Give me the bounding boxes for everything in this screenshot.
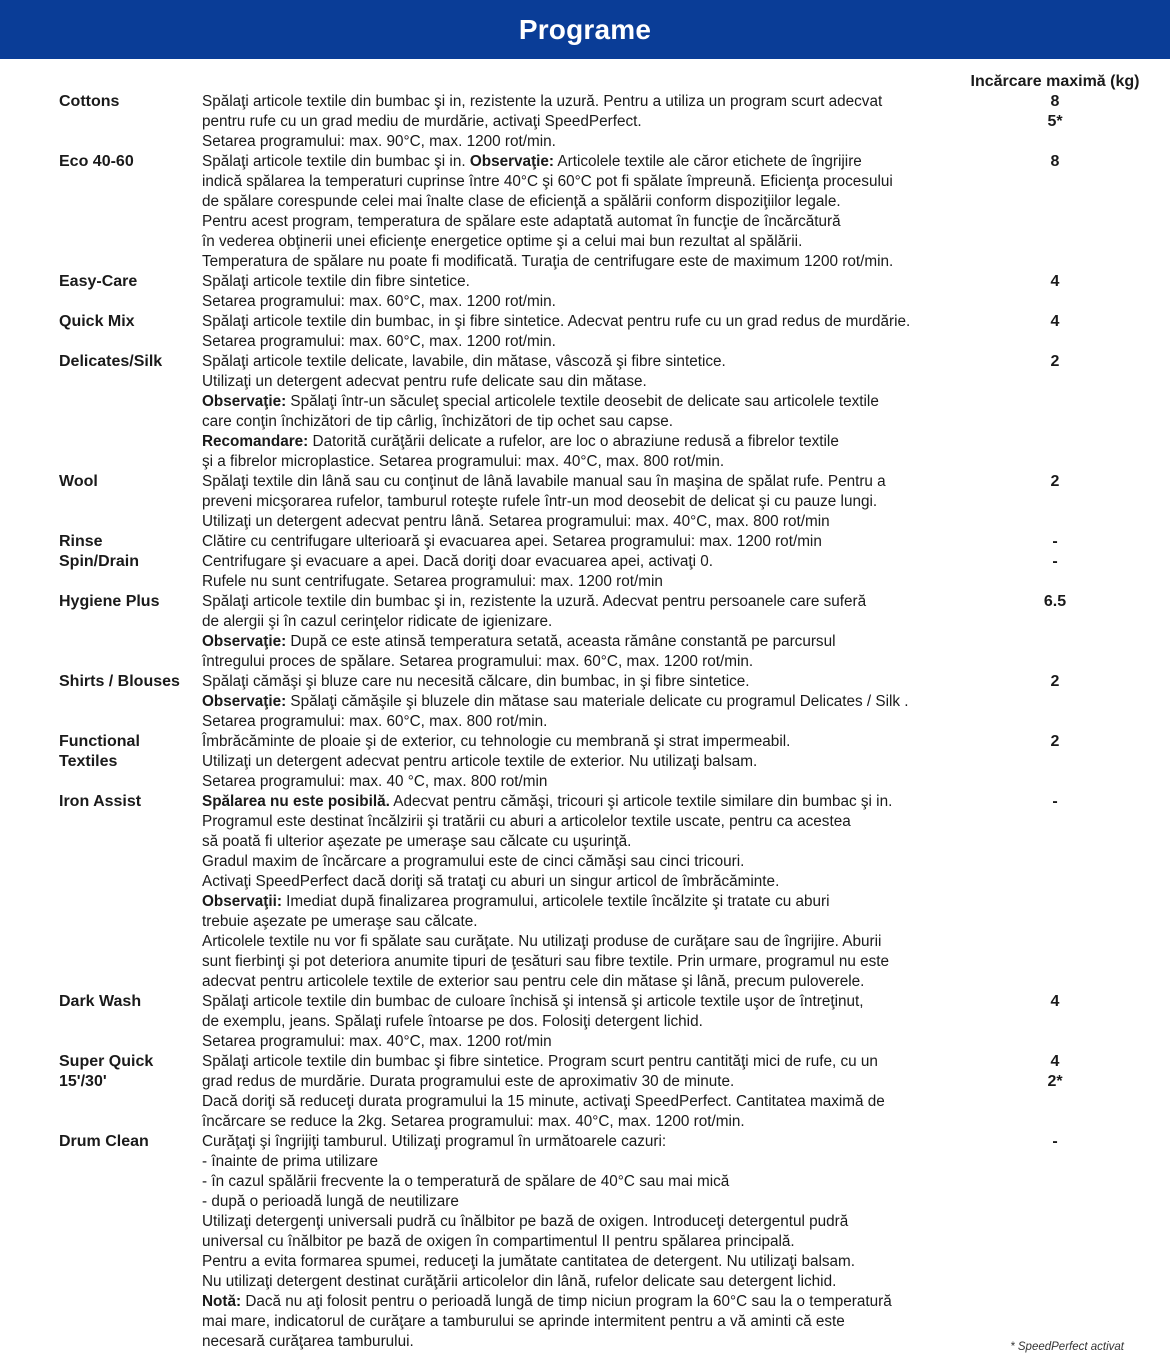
program-description (202, 1052, 977, 1132)
program-row (0, 732, 1170, 792)
load-line: 2 (1050, 473, 1060, 490)
description-line (202, 1012, 977, 1032)
program-description (202, 352, 977, 472)
program-name (59, 732, 199, 772)
text-segment: Spălaţi articole textile din bumbac şi in, rezistente la uzură. Adecvat pentru persoanele care suferă (202, 593, 867, 610)
text-segment: Setarea programului: max. 60°C, max. 1200 rot/min. (202, 333, 556, 350)
text-segment: Nu utilizaţi detergent destinat curăţării articolelor din lână, rufelor delicate sau detergent lichid. (202, 1273, 837, 1290)
max-load-value (1005, 672, 1105, 692)
program-description (202, 312, 977, 352)
program-name-line: Drum Clean (59, 1133, 149, 1150)
program-name (59, 552, 199, 572)
text-segment: şi a fibrelor microplastice. Setarea programului: max. 40°C, max. 800 rot/min. (202, 453, 725, 470)
description-line (202, 1132, 977, 1152)
program-name-line: Spin/Drain (59, 553, 140, 570)
text-segment: Spălaţi cămăşi şi bluze care nu necesită călcare, din bumbac, in şi fibre sintetice. (202, 673, 750, 690)
program-row (0, 472, 1170, 532)
program-row (0, 792, 1170, 992)
program-name (59, 532, 199, 552)
program-name (59, 792, 199, 812)
description-line (202, 352, 977, 372)
max-load-value (1005, 272, 1105, 292)
text-segment: preveni micşorarea rufelor, tamburul roteşte rufele într-un mod deosebit de delicat şi cu pauze lungi. (202, 493, 878, 510)
description-line (202, 112, 977, 132)
text-segment: care conţin închizători de tip cârlig, închizători de tip ochet sau capse. (202, 413, 674, 430)
description-line (202, 532, 977, 552)
text-segment: Spălaţi cămăşile şi bluzele din mătase sau materiale delicate cu programul Delicates / Silk . (286, 693, 909, 710)
text-segment: în vederea obţinerii unei eficienţe energetice optime şi a celui mai bun rezultat al spălării. (202, 233, 803, 250)
program-description (202, 992, 977, 1052)
description-line (202, 592, 977, 612)
max-load-value (1005, 92, 1105, 132)
text-segment: Setarea programului: max. 60°C, max. 1200 rot/min. (202, 293, 556, 310)
text-segment: - în cazul spălării frecvente la o temperatură de spălare de 40°C sau mai mică (202, 1173, 730, 1190)
program-name-line: Delicates/Silk (59, 353, 163, 370)
description-line (202, 632, 977, 652)
text-segment: Utilizaţi un detergent adecvat pentru lână. Setarea programului: max. 40°C, max. 800 rot/min (202, 513, 830, 530)
program-name-line: Quick Mix (59, 313, 135, 330)
description-line (202, 812, 977, 832)
text-segment: mai mare, indicatorul de curăţare a tamburului se aprinde intermitent pentru a vă aminti că este (202, 1313, 845, 1330)
description-line (202, 792, 977, 812)
text-segment: Activaţi SpeedPerfect dacă doriţi să trataţi cu aburi un singur articol de îmbrăcăminte. (202, 873, 780, 890)
text-segment: de exemplu, jeans. Spălaţi rufele întoarse pe dos. Folosiţi detergent lichid. (202, 1013, 703, 1030)
load-line: 2* (1047, 1073, 1063, 1090)
text-segment: întregului proces de spălare. Setarea programului: max. 60°C, max. 1200 rot/min. (202, 653, 754, 670)
description-line (202, 692, 977, 712)
load-line: 4 (1050, 273, 1060, 290)
program-row (0, 532, 1170, 552)
text-segment: de alergii şi în cazul cerinţelor ridicate de igienizare. (202, 613, 553, 630)
program-name (59, 592, 199, 612)
program-name-line: Shirts / Blouses (59, 673, 180, 690)
text-segment: Spălaţi articole textile din bumbac şi fibre sintetice. Program scurt pentru cantităţi mici de rufe, cu un (202, 1053, 878, 1070)
text-segment: Utilizaţi un detergent adecvat pentru rufe delicate sau din mătase. (202, 373, 647, 390)
description-line (202, 152, 977, 172)
text-segment: indică spălarea la temperaturi cuprinse între 40°C şi 60°C pot fi spălate împreună. Eficienţa procesului (202, 173, 893, 190)
description-line (202, 752, 977, 772)
load-line: 8 (1050, 153, 1060, 170)
max-load-value (1005, 532, 1105, 552)
program-description (202, 672, 977, 732)
bold-label: Observaţie: (202, 693, 287, 710)
program-row (0, 152, 1170, 272)
text-segment: Setarea programului: max. 90°C, max. 1200 rot/min. (202, 133, 556, 150)
description-line (202, 612, 977, 632)
description-line (202, 452, 977, 472)
description-line (202, 1172, 977, 1192)
text-segment: universal cu înălbitor pe bază de oxigen în compartimentul II pentru spălarea principală. (202, 1233, 795, 1250)
load-line: 4 (1050, 313, 1060, 330)
text-segment: - înainte de prima utilizare (202, 1153, 378, 1170)
header-banner (0, 0, 1170, 59)
text-segment: Gradul maxim de încărcare a programului este de cinci cămăşi sau cinci tricouri. (202, 853, 745, 870)
text-segment: Dacă doriţi să reduceţi durata programului la 15 minute, activaţi SpeedPerfect. Cantitatea maximă de (202, 1093, 885, 1110)
text-segment: adecvat pentru articolele textile de exterior sau pentru cele din mătase şi lână, precum puloverele. (202, 973, 865, 990)
max-load-column-header: Incărcare maximă (kg) (970, 73, 1140, 90)
max-load-value (1005, 152, 1105, 172)
bold-label: Observaţie: (202, 633, 287, 650)
text-segment: După ce este atinsă temperatura setată, aceasta rămâne constantă pe parcursul (286, 633, 836, 650)
program-name-line: Super Quick (59, 1053, 154, 1070)
description-line (202, 232, 977, 252)
text-segment: Spălaţi articole textile din bumbac de culoare închisă şi intensă şi articole textile uşor de întreţinut, (202, 993, 864, 1010)
bold-label: Recomandare: (202, 433, 309, 450)
program-row (0, 92, 1170, 152)
program-name-line: Rinse (59, 533, 103, 550)
text-segment: Articolele textile ale căror etichete de îngrijire (554, 153, 862, 170)
description-line (202, 1232, 977, 1252)
program-row (0, 552, 1170, 592)
max-load-value (1005, 732, 1105, 752)
description-line (202, 332, 977, 352)
program-row (0, 992, 1170, 1052)
program-name-line: 15'/30' (59, 1073, 107, 1090)
load-line: 8 (1050, 93, 1060, 110)
text-segment: Utilizaţi un detergent adecvat pentru articole textile de exterior. Nu utilizaţi balsam. (202, 753, 758, 770)
load-line: - (1052, 793, 1058, 810)
text-segment: Spălaţi articole textile din bumbac şi in. (202, 153, 470, 170)
text-segment: Utilizaţi detergenţi universali pudră cu înălbitor pe bază de oxigen. Introduceţi detergentul pudră (202, 1213, 849, 1230)
program-name-line: Iron Assist (59, 793, 142, 810)
footnote: * SpeedPerfect activat (1010, 1341, 1124, 1353)
program-name (59, 472, 199, 492)
text-segment: Imediat după finalizarea programului, articolele textile încălzite şi tratate cu aburi (281, 893, 830, 910)
program-description (202, 272, 977, 312)
bold-label: Notă: (202, 1293, 242, 1310)
program-description (202, 732, 977, 792)
description-line (202, 1192, 977, 1212)
description-line (202, 292, 977, 312)
text-segment: Spălaţi articole textile din bumbac şi in, rezistente la uzură. Pentru a utiliza un program scurt adecvat (202, 93, 883, 110)
program-row (0, 1052, 1170, 1132)
load-line: 4 (1050, 993, 1060, 1010)
description-line (202, 272, 977, 292)
text-segment: să poată fi ulterior aşezate pe umeraşe sau călcate cu uşurinţă. (202, 833, 632, 850)
text-segment: Adecvat pentru cămăşi, tricouri şi articole textile similare din bumbac şi in. (389, 793, 893, 810)
program-name (59, 272, 199, 292)
text-segment: Setarea programului: max. 60°C, max. 800 rot/min. (202, 713, 548, 730)
text-segment: Centrifugare şi evacuare a apei. Dacă doriţi doar evacuarea apei, activaţi 0. (202, 553, 714, 570)
text-segment: Clătire cu centrifugare ulterioară şi evacuarea apei. Setarea programului: max. 1200 rot/min (202, 533, 822, 550)
program-name-line: Wool (59, 473, 98, 490)
text-segment: Dacă nu aţi folosit pentru o perioadă lungă de timp niciun program la 60°C sau la o temperatură (241, 1293, 892, 1310)
program-description (202, 552, 977, 592)
description-line (202, 912, 977, 932)
max-load-value (1005, 792, 1105, 812)
program-name (59, 992, 199, 1012)
description-line (202, 652, 977, 672)
program-name-line: Cottons (59, 93, 120, 110)
load-line: 5* (1047, 113, 1063, 130)
max-load-value (1005, 352, 1105, 372)
description-line (202, 572, 977, 592)
text-segment: sunt fierbinţi şi pot deteriora anumite tipuri de ţesături sau fibre textile. Prin urmare, programul nu este (202, 953, 889, 970)
text-segment: Spălaţi într-un săculeţ special articolele textile deosebit de delicate sau articolele textile (286, 393, 879, 410)
description-line (202, 472, 977, 492)
load-line: 2 (1050, 353, 1060, 370)
description-line (202, 432, 977, 452)
text-segment: Setarea programului: max. 40°C, max. 1200 rot/min (202, 1033, 552, 1050)
program-name-line: Easy-Care (59, 273, 138, 290)
description-line (202, 732, 977, 752)
program-name-line: Eco 40-60 (59, 153, 134, 170)
program-description (202, 92, 977, 152)
text-segment: Curăţaţi şi îngrijiţi tamburul. Utilizaţi programul în următoarele cazuri: (202, 1133, 667, 1150)
description-line (202, 1072, 977, 1092)
description-line (202, 1112, 977, 1132)
text-segment: Spălaţi articole textile din fibre sintetice. (202, 273, 470, 290)
description-line (202, 212, 977, 232)
description-line (202, 1212, 977, 1232)
program-name-line: Dark Wash (59, 993, 142, 1010)
bold-label: Observaţie: (202, 393, 287, 410)
text-segment: Datorită curăţării delicate a rufelor, are loc o abraziune redusă a fibrelor textile (308, 433, 839, 450)
bold-label: Observaţii: (202, 893, 282, 910)
description-line (202, 192, 977, 212)
program-row (0, 592, 1170, 672)
description-line (202, 872, 977, 892)
page-title: Programe (518, 14, 652, 45)
text-segment: Temperatura de spălare nu poate fi modificată. Turaţia de centrifugare este de maximum 1200 rot/min. (202, 253, 894, 270)
program-row (0, 672, 1170, 732)
text-segment: Rufele nu sunt centrifugate. Setarea programului: max. 1200 rot/min (202, 573, 663, 590)
description-line (202, 1032, 977, 1052)
program-description (202, 152, 977, 272)
description-line (202, 412, 977, 432)
program-name (59, 1052, 199, 1092)
text-segment: încărcare se reduce la 2kg. Setarea programului: max. 40°C, max. 1200 rot/min. (202, 1113, 745, 1130)
description-line (202, 772, 977, 792)
description-line (202, 492, 977, 512)
description-line (202, 1152, 977, 1172)
program-description (202, 472, 977, 532)
description-line (202, 392, 977, 412)
text-segment: Setarea programului: max. 40 °C, max. 800 rot/min (202, 773, 548, 790)
description-line (202, 712, 977, 732)
program-name (59, 352, 199, 372)
program-description (202, 792, 977, 992)
description-line (202, 1092, 977, 1112)
load-line: - (1052, 553, 1058, 570)
description-line (202, 1332, 977, 1352)
text-segment: Spălaţi textile din lână sau cu conţinut de lână lavabile manual sau în maşina de spălat rufe. Pentru a (202, 473, 886, 490)
program-name-line: Functional (59, 733, 140, 750)
text-segment: necesară curăţarea tamburului. (202, 1333, 414, 1350)
program-name (59, 152, 199, 172)
description-line (202, 372, 977, 392)
description-line (202, 1252, 977, 1272)
program-description (202, 532, 977, 552)
program-row (0, 1132, 1170, 1352)
description-line (202, 172, 977, 192)
program-description (202, 592, 977, 672)
program-row (0, 272, 1170, 312)
load-line: - (1052, 533, 1058, 550)
text-segment: Îmbrăcăminte de ploaie şi de exterior, cu tehnologie cu membrană şi strat impermeabil. (202, 733, 791, 750)
max-load-value (1005, 1132, 1105, 1152)
text-segment: Pentru acest program, temperatura de spălare este adaptată automat în funcţie de încărcătură (202, 213, 841, 230)
text-segment: - după o perioadă lungă de neutilizare (202, 1193, 459, 1210)
description-line (202, 852, 977, 872)
text-segment: Articolele textile nu vor fi spălate sau curăţate. Nu utilizaţi produse de curăţare sau de îngrijire. Aburii (202, 933, 882, 950)
program-name (59, 312, 199, 332)
description-line (202, 552, 977, 572)
program-name-line: Textiles (59, 753, 118, 770)
max-load-value (1005, 552, 1105, 572)
description-line (202, 932, 977, 952)
load-line: - (1052, 1133, 1058, 1150)
max-load-value (1005, 472, 1105, 492)
text-segment: pentru rufe cu un grad mediu de murdărie, activaţi SpeedPerfect. (202, 113, 642, 130)
load-line: 4 (1050, 1053, 1060, 1070)
description-line (202, 252, 977, 272)
description-line (202, 1292, 977, 1312)
description-line (202, 992, 977, 1012)
max-load-value (1005, 1052, 1105, 1092)
program-name (59, 92, 199, 112)
text-segment: Programul este destinat încălzirii şi tratării cu aburi a articolelor textile uscate, pentru ca acestea (202, 813, 851, 830)
description-line (202, 92, 977, 112)
max-load-value (1005, 992, 1105, 1012)
description-line (202, 312, 977, 332)
max-load-value (1005, 312, 1105, 332)
description-line (202, 1052, 977, 1072)
program-row (0, 312, 1170, 352)
bold-label: Spălarea nu este posibilă. (202, 793, 390, 810)
program-description (202, 1132, 977, 1352)
description-line (202, 952, 977, 972)
program-name (59, 672, 199, 692)
program-name-line: Hygiene Plus (59, 593, 160, 610)
bold-label: Observaţie: (469, 153, 555, 170)
text-segment: Spălaţi articole textile delicate, lavabile, din mătase, vâscoză şi fibre sintetice. (202, 353, 726, 370)
program-row (0, 352, 1170, 472)
description-line (202, 972, 977, 992)
description-line (202, 1312, 977, 1332)
text-segment: trebuie aşezate pe umeraşe sau călcate. (202, 913, 478, 930)
load-line: 6.5 (1043, 593, 1067, 610)
text-segment: Pentru a evita formarea spumei, reduceţi la jumătate cantitatea de detergent. Nu utilizaţi balsam. (202, 1253, 856, 1270)
description-line (202, 892, 977, 912)
text-segment: Spălaţi articole textile din bumbac, in şi fibre sintetice. Adecvat pentru rufe cu un grad redus de murdărie. (202, 313, 911, 330)
description-line (202, 672, 977, 692)
text-segment: de spălare corespunde celei mai înalte clase de eficienţă a spălării conform dispoziţiilor legale. (202, 193, 841, 210)
program-table (0, 92, 1170, 1352)
load-line: 2 (1050, 673, 1060, 690)
program-name (59, 1132, 199, 1152)
description-line (202, 132, 977, 152)
description-line (202, 512, 977, 532)
description-line (202, 832, 977, 852)
text-segment: grad redus de murdărie. Durata programului este de aproximativ 30 de minute. (202, 1073, 735, 1090)
description-line (202, 1272, 977, 1292)
load-line: 2 (1050, 733, 1060, 750)
max-load-value (1005, 592, 1105, 612)
